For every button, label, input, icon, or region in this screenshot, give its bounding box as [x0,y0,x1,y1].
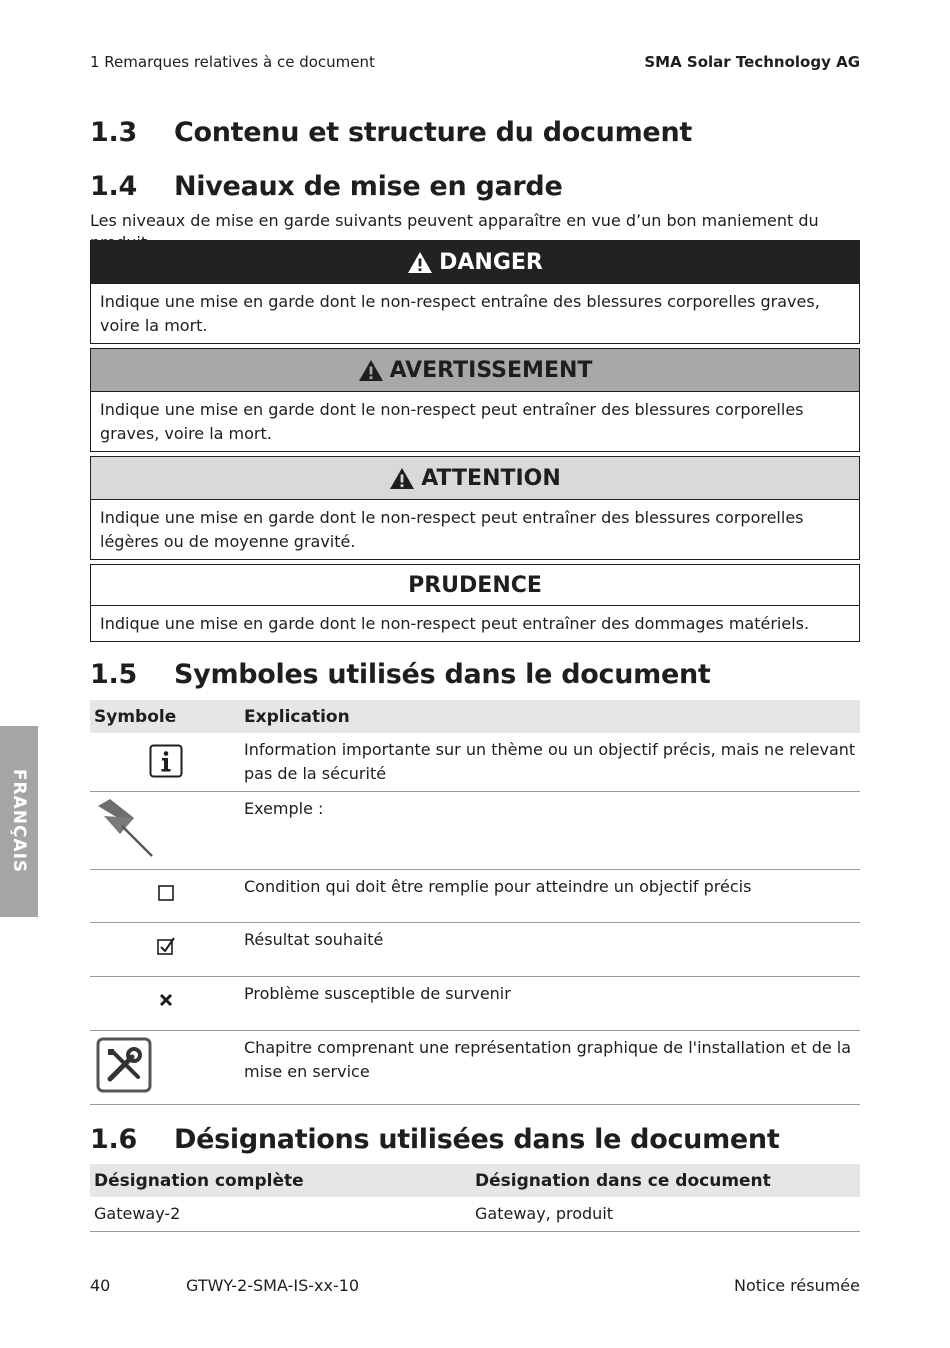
symbols-table-header: Symbole Explication [90,700,860,733]
symbol-description: Condition qui doit être remplie pour atteindre un objectif précis [244,877,752,896]
table-row [90,792,860,870]
symbol-description: Exemple : [244,799,324,818]
running-header-chapter: 1 Remarques relatives à ce document [90,53,375,71]
warning-box-avertissement [90,348,860,452]
warning-triangle-icon [389,467,415,490]
warning-triangle-icon [407,251,433,274]
warning-text-prudence: Indique une mise en garde dont le non-respect peut entraîner des dommages matériels. [100,614,810,633]
warning-box-danger [90,240,860,344]
intro-paragraph: Les niveaux de mise en garde suivants peuvent apparaître en vue d’un bon maniement du [90,211,819,230]
warning-text-danger: Indique une mise en garde dont le non-respect entraîne des blessures corporelles graves, voire la mort. [100,292,820,335]
pushpin-icon [94,796,156,858]
table-row [90,977,860,1031]
section-heading-1-3: 1.3 Contenu et structure du document [90,117,692,148]
symbol-description: Résultat souhaité [244,930,384,949]
table-row [90,733,860,792]
section-heading-1-5: 1.5 Symboles utilisés dans le document [90,659,711,690]
warning-text-avertissement: Indique une mise en garde dont le non-respect peut entraîner des blessures corporelles graves, voire la mort. [100,400,804,443]
section-heading-1-6: 1.6 Désignations utilisées dans le document [90,1124,780,1155]
cross-icon [159,993,173,1007]
document-type: Notice résumée [733,1276,860,1295]
checkbox-checked-icon [157,937,175,955]
language-side-tab: FRANÇAIS [0,726,38,917]
warning-header-avertissement: AVERTISSEMENT [91,349,859,392]
tools-icon [96,1037,152,1093]
section-heading-1-4: 1.4 Niveaux de mise en garde [90,171,563,202]
warning-box-prudence [90,564,860,642]
checkbox-empty-icon [158,885,174,901]
designations-table-header: Désignation complète Désignation dans ce document [90,1164,860,1197]
symbol-description: Problème susceptible de survenir [244,984,511,1003]
warning-header-danger: DANGER [91,241,859,284]
warning-text-attention: Indique une mise en garde dont le non-respect peut entraîner des blessures corporelles légères ou de moyenne gravité. [100,508,804,551]
designations-table [90,1164,860,1232]
warning-box-attention [90,456,860,560]
warning-header-attention: ATTENTION [91,457,859,500]
page-number: 40 [90,1276,111,1295]
symbols-table [90,700,860,1105]
table-row: Gateway-2 Gateway, produit [90,1197,860,1232]
table-row [90,870,860,923]
running-header-company: SMA Solar Technology AG [644,53,860,71]
table-row [90,923,860,977]
symbol-description: Information importante sur un thème ou un objectif précis, mais ne relevant pas de la sécurité [244,740,856,783]
table-row [90,1031,860,1105]
info-icon [149,744,183,778]
warning-header-prudence: PRUDENCE [91,565,859,606]
symbol-description: Chapitre comprenant une représentation graphique de l'installation et de la mise en service [244,1038,852,1081]
document-code: GTWY-2-SMA-IS-xx-10 [186,1276,360,1295]
warning-triangle-icon [358,359,384,382]
